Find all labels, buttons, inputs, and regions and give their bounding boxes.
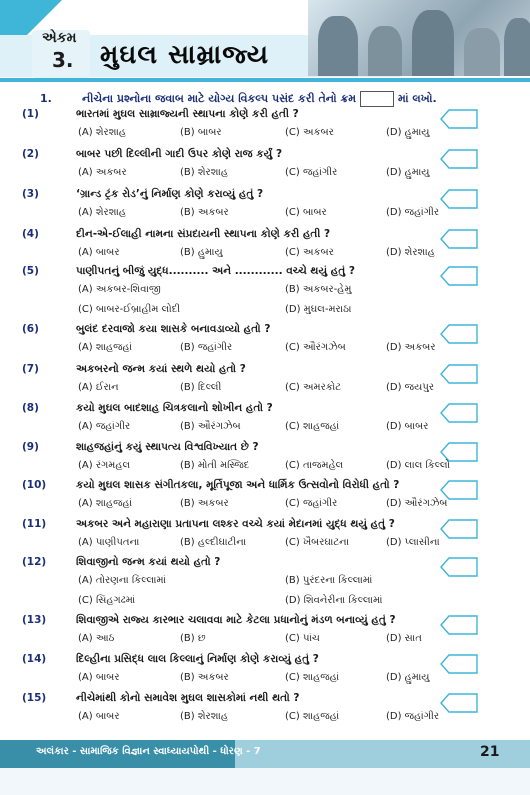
option-b: (B) પુરંદરના કિલ્લામાં <box>285 575 373 586</box>
question <box>22 323 270 336</box>
question-number: (2) <box>22 148 39 160</box>
question <box>22 228 330 241</box>
answer-tag-box[interactable] <box>440 519 478 537</box>
unit-label: એકમ <box>42 30 77 46</box>
option-d: (D) લાલ કિલ્લો <box>386 460 451 471</box>
option-d: (D) સાત <box>386 633 422 644</box>
answer-tag-icon <box>440 324 478 344</box>
header-rule <box>0 78 530 82</box>
option-a: (A) અકબર-શિવાજી <box>78 284 161 295</box>
option-d: (D) શિવનેરીના કિલ્લામાં <box>285 595 383 606</box>
option-c: (C) અમરકોટ <box>285 382 342 393</box>
option-d: (D) શેરશાહ <box>386 247 435 258</box>
answer-tag-box[interactable] <box>440 266 478 284</box>
answer-tag-box[interactable] <box>440 109 478 127</box>
option-a: (A) રંગમહલ <box>78 460 131 471</box>
answer-tag-icon <box>440 229 478 249</box>
answer-tag-box[interactable] <box>440 403 478 421</box>
option-d: (D) જહાંગીર <box>386 207 440 218</box>
mughal-illustration <box>308 0 530 76</box>
option-d: (D) હુમાયુ <box>386 127 430 138</box>
question-number: (15) <box>22 692 47 704</box>
answer-tag-box[interactable] <box>440 557 478 575</box>
question <box>22 441 259 454</box>
option-b: (B) છ <box>180 633 206 644</box>
answer-tag-box[interactable] <box>440 442 478 460</box>
option-c: (C) ઔરંગઝેબ <box>285 342 346 353</box>
option-a: (A) શાહજહાં <box>78 342 133 353</box>
question-text: અકબરનો જન્મ કયાં સ્થળે થયો હતો ? <box>76 363 246 375</box>
option-d: (D) જયપુર <box>386 382 434 393</box>
answer-tag-icon <box>440 557 478 577</box>
option-c: (C) શાહજહાં <box>285 711 340 722</box>
question-number: (12) <box>22 556 47 568</box>
option-b: (B) ઔરંગઝેબ <box>180 421 241 432</box>
option-b: (B) અકબર-હેમુ <box>285 284 352 295</box>
question-text: પાણીપતનું બીજું યુદ્ધ.......... અને ............ વચ્ચે થયું હતું ? <box>76 265 355 277</box>
question-text: ‘ગ્રાન્ડ ટ્રંક રોડ’નું નિર્માણ કોણે કરાવ્યું હતું ? <box>76 188 264 200</box>
instruction-number: 1. <box>40 92 52 105</box>
page-title: મુઘલ સામ્રાજ્ય <box>100 40 269 70</box>
option-d: (D) અકબર <box>386 342 436 353</box>
question <box>22 265 355 278</box>
option-d: (D) હુમાયુ <box>386 672 430 683</box>
option-a: (A) પાણીપતના <box>78 537 140 548</box>
option-d: (D) ઔરંગઝેબ <box>386 498 448 509</box>
question <box>22 692 299 705</box>
option-d: (D) બાબર <box>386 421 429 432</box>
question-text: શાહજહાંનું કયું સ્થાપત્ય વિશ્વવિખ્યાત છે ? <box>76 441 259 453</box>
option-c: (C) બાબર-ઈબ્રાહીમ લોદી <box>78 304 181 315</box>
question-number: (9) <box>22 441 39 453</box>
question-text: બાબર પછી દિલ્લીની ગાદી ઉપર કોણે રાજ કર્યું ? <box>76 148 283 160</box>
option-a: (A) શેરશાહ <box>78 207 126 218</box>
answer-box-sample <box>360 91 394 107</box>
question <box>22 148 282 161</box>
question <box>22 556 220 569</box>
option-c: (C) તાજમહેલ <box>285 460 344 471</box>
question-text: કયો મુઘલ બાદશાહ ચિત્રકલાનો શોખીન હતો ? <box>76 402 273 414</box>
option-b: (B) મોતી મસ્જિદ <box>180 460 250 471</box>
answer-tag-box[interactable] <box>440 480 478 498</box>
answer-tag-icon <box>440 693 478 713</box>
option-c: (C) જહાંગીર <box>285 498 338 509</box>
option-b: (B) શેરશાહ <box>180 167 228 178</box>
question-number: (7) <box>22 363 39 375</box>
answer-tag-box[interactable] <box>440 654 478 672</box>
answer-tag-box[interactable] <box>440 229 478 247</box>
answer-tag-box[interactable] <box>440 189 478 207</box>
answer-tag-icon <box>440 480 478 500</box>
answer-tag-box[interactable] <box>440 615 478 633</box>
answer-tag-icon <box>440 149 478 169</box>
option-c: (C) પાંચ <box>285 633 320 644</box>
option-a: (A) શાહજહાં <box>78 498 133 509</box>
option-b: (B) અકબર <box>180 672 229 683</box>
option-a: (A) આઠ <box>78 633 115 644</box>
option-b: (B) અકબર <box>180 498 229 509</box>
answer-tag-icon <box>440 403 478 423</box>
question-number: (13) <box>22 614 47 626</box>
question-number: (11) <box>22 518 47 530</box>
question-text: અકબર અને મહારાણા પ્રતાપના લશ્કર વચ્ચે કયાં મેદાનમાં યુદ્ધ થયું હતું ? <box>76 518 395 530</box>
question-number: (5) <box>22 265 39 277</box>
question-number: (8) <box>22 402 39 414</box>
answer-tag-icon <box>440 109 478 129</box>
question-number: (14) <box>22 653 47 665</box>
question-text: નીચેમાંથી કોનો સમાવેશ મુઘલ શાસકોમાં નથી થતો ? <box>76 692 300 704</box>
option-c: (C) અકબર <box>285 247 334 258</box>
question <box>22 518 395 531</box>
answer-tag-icon <box>440 442 478 462</box>
option-d: (D) પ્લાસીના <box>386 537 440 548</box>
answer-tag-box[interactable] <box>440 364 478 382</box>
option-b: (B) હુમાયુ <box>180 247 223 258</box>
question-text: શિવાજીનો જન્મ કયાં થયો હતો ? <box>76 556 221 568</box>
option-a: (A) બાબર <box>78 711 120 722</box>
option-b: (B) શેરશાહ <box>180 711 228 722</box>
option-a: (A) ઈરાન <box>78 382 119 393</box>
question <box>22 363 246 376</box>
question-number: (10) <box>22 479 47 491</box>
answer-tag-icon <box>440 266 478 286</box>
question-number: (6) <box>22 323 39 335</box>
option-c: (C) શાહજહાં <box>285 672 340 683</box>
option-a: (A) બાબર <box>78 672 120 683</box>
option-a: (A) શેરશાહ <box>78 127 126 138</box>
question <box>22 402 273 415</box>
option-a: (A) જહાંગીર <box>78 421 131 432</box>
option-c: (C) જહાંગીર <box>285 167 338 178</box>
option-a: (A) બાબર <box>78 247 120 258</box>
question-text: શિવાજીએ રાજ્ય કારભાર ચલાવવા માટે કેટલા પ્રધાનોનું મંડળ બનાવ્યું હતું ? <box>76 614 396 626</box>
option-c: (C) ખૈબરઘાટના <box>285 537 350 548</box>
answer-tag-icon <box>440 189 478 209</box>
question <box>22 108 299 121</box>
option-c: (C) સિંહગઢમાં <box>78 595 136 606</box>
option-d: (D) જહાંગીર <box>386 711 440 722</box>
answer-tag-icon <box>440 364 478 384</box>
question <box>22 653 319 666</box>
option-b: (B) હલ્દીઘાટીના <box>180 537 247 548</box>
instruction-text: નીચેના પ્રશ્નોના જવાબ માટે યોગ્ય વિકલ્પ પસંદ કરી તેનો ક્રમ <box>82 92 357 105</box>
question-text: દીન-એ-ઈલાહી નામના સંપ્રદાયની સ્થાપના કોણે કરી હતી ? <box>76 228 331 240</box>
question <box>22 614 396 627</box>
question-text: ભારતમાં મુઘલ સામ્રાજ્યની સ્થાપના કોણે કરી હતી ? <box>76 108 299 120</box>
question-text: કયો મુઘલ શાસક સંગીતકલા, મૂર્તિપૂજા અને ધાર્મિક ઉત્સવોનો વિરોધી હતો ? <box>76 479 400 491</box>
option-b: (B) દિલ્લી <box>180 382 222 393</box>
answer-tag-icon <box>440 654 478 674</box>
option-c: (C) અકબર <box>285 127 334 138</box>
bottom-band <box>0 768 530 795</box>
option-b: (B) જહાંગીર <box>180 342 233 353</box>
question-text: બુલંદ દરવાજો કયા શાસકે બનાવડાવ્યો હતો ? <box>76 323 271 335</box>
answer-tag-icon <box>440 519 478 539</box>
question-text: દિલ્હીના પ્રસિદ્ધ લાલ કિલ્લાનું નિર્માણ કોણે કરાવ્યું હતું ? <box>76 653 319 665</box>
page-number: 21 <box>480 744 500 760</box>
option-d: (D) હુમાયુ <box>386 167 430 178</box>
question-number: (3) <box>22 188 39 200</box>
instruction-text-after: માં લખો. <box>398 92 437 105</box>
option-c: (C) શાહજહાં <box>285 421 340 432</box>
answer-tag-box[interactable] <box>440 324 478 342</box>
question-number: (1) <box>22 108 39 120</box>
question <box>22 479 399 492</box>
answer-tag-icon <box>440 615 478 635</box>
option-d: (D) મુઘલ-મરાઠા <box>285 304 352 315</box>
option-a: (A) તોરણના કિલ્લામાં <box>78 575 166 586</box>
footer-text: અલંકાર - સામાજિક વિજ્ઞાન સ્વાધ્યાયપોથી - ધોરણ - 7 <box>36 746 261 757</box>
question <box>22 188 263 201</box>
option-a: (A) અકબર <box>78 167 127 178</box>
question-number: (4) <box>22 228 39 240</box>
option-b: (B) બાબર <box>180 127 222 138</box>
instruction <box>40 91 437 107</box>
option-b: (B) અકબર <box>180 207 229 218</box>
option-c: (C) બાબર <box>285 207 327 218</box>
answer-tag-box[interactable] <box>440 149 478 167</box>
answer-tag-box[interactable] <box>440 693 478 711</box>
unit-number: 3. <box>52 48 74 72</box>
